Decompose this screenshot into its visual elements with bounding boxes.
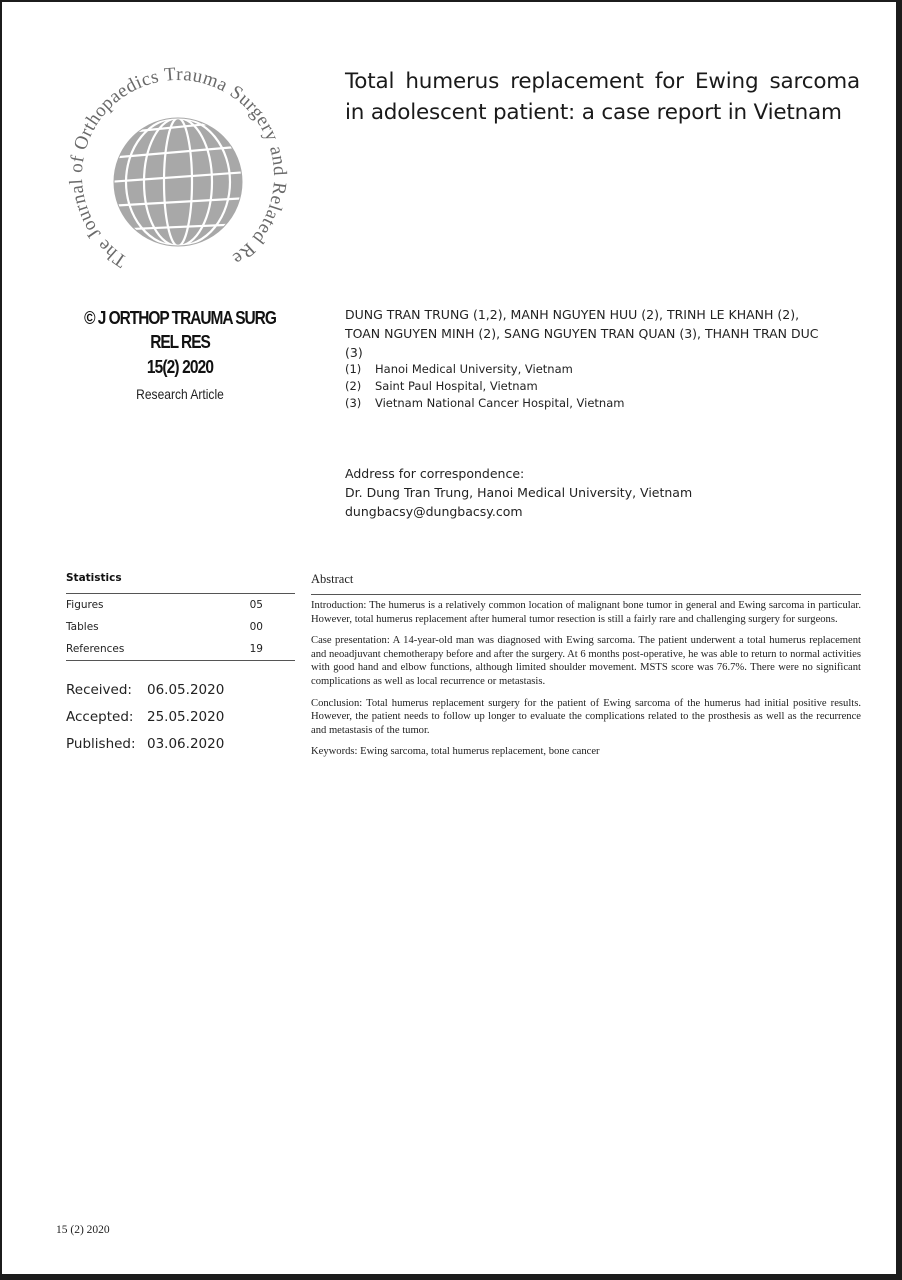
- globe-icon: [108, 118, 248, 246]
- article-type: Research Article: [136, 386, 224, 402]
- divider: [66, 660, 295, 661]
- journal-name: © J ORTHOP TRAUMA SURG REL RES: [84, 308, 276, 352]
- paper-title: Total humerus replacement for Ewing sarcoma in adolescent patient: a case report in Vietnam: [345, 69, 860, 125]
- affiliation-item: [345, 378, 745, 395]
- statistics-label: Tables: [66, 621, 99, 633]
- page-footer: 15 (2) 2020: [56, 1224, 110, 1236]
- abstract-section: [311, 572, 861, 767]
- divider: [311, 594, 861, 595]
- affiliation-number: (1): [345, 362, 362, 376]
- correspondence-email[interactable]: dungbacsy@dungbacsy.com: [345, 504, 523, 519]
- statistics-row: [66, 616, 295, 638]
- date-value: 06.05.2020: [147, 681, 225, 698]
- publication-dates: [66, 676, 306, 757]
- affiliation-item: [345, 395, 745, 412]
- abstract-heading: Abstract: [311, 572, 354, 586]
- author-list: DUNG TRAN TRUNG (1,2), MANH NGUYEN HUU (2), TRINH LE KHANH (2), TOAN NGUYEN MINH (2), SANG NGUYEN TRAN QUAN (3), THANH TRAN DUC (3): [345, 307, 819, 360]
- affiliation-list: [345, 361, 745, 412]
- svg-text:The Journal of Orthopaedics Tr: The Journal of Orthopaedics Trauma Surgery and Related Re: [65, 63, 291, 272]
- paper-page: [2, 2, 896, 1274]
- affiliation-text: Hanoi Medical University, Vietnam: [375, 362, 573, 376]
- abstract-conclusion: Conclusion: Total humerus replacement surgery for the patient of Ewing sarcoma of the humerus had initial positive results. However, the patient needs to follow up longer to evaluate the complications related to the prosthesis as well as the recurrence and metastasis of the tumor.: [311, 697, 861, 736]
- statistics-table: [66, 572, 295, 661]
- abstract-keywords: Keywords: Ewing sarcoma, total humerus replacement, bone cancer: [311, 746, 600, 758]
- date-value: 25.05.2020: [147, 708, 225, 725]
- affiliation-text: Saint Paul Hospital, Vietnam: [375, 379, 538, 393]
- statistics-row: [66, 594, 295, 616]
- affiliation-number: (3): [345, 396, 362, 410]
- statistics-label: References: [66, 643, 125, 655]
- journal-issue: 15(2) 2020: [146, 357, 214, 377]
- correspondence-name: Dr. Dung Tran Trung, Hanoi Medical University, Vietnam: [345, 485, 693, 500]
- date-label: Received:: [66, 681, 132, 698]
- statistics-value: 00: [249, 621, 263, 633]
- date-row: [66, 703, 306, 730]
- abstract-introduction: Introduction: The humerus is a relatively common location of malignant bone tumor in general and Ewing sarcoma in particular. However, total humerus replacement after humeral tumor resection is still a fairly rare and challenging surgery for surgeons.: [311, 600, 861, 625]
- correspondence-block: [345, 464, 765, 521]
- date-value: 03.06.2020: [147, 735, 225, 752]
- date-row: [66, 676, 306, 703]
- affiliation-text: Vietnam National Cancer Hospital, Vietnam: [375, 396, 625, 410]
- date-label: Accepted:: [66, 708, 134, 725]
- date-label: Published:: [66, 735, 136, 752]
- statistics-value: 19: [249, 643, 263, 655]
- statistics-label: Figures: [66, 599, 104, 611]
- date-row: [66, 730, 306, 757]
- statistics-heading: Statistics: [66, 572, 122, 584]
- journal-info: [64, 306, 296, 402]
- statistics-row: [66, 638, 295, 660]
- correspondence-heading: Address for correspondence:: [345, 466, 525, 481]
- affiliation-number: (2): [345, 379, 362, 393]
- abstract-case-presentation: Case presentation: A 14-year-old man was diagnosed with Ewing sarcoma. The patient underwent a total humerus replacement and neoadjuvant chemotherapy before and after the surgery. At 6 months post-operative, he was able to return to normal activities with good hand and elbow functions, although limited shoulder movement. MSTS score was 76.7%. There were no significant complications as well as local recurrence or metastasis.: [311, 635, 861, 687]
- affiliation-item: [345, 361, 745, 378]
- statistics-value: 05: [249, 599, 263, 611]
- journal-logo: [58, 62, 298, 302]
